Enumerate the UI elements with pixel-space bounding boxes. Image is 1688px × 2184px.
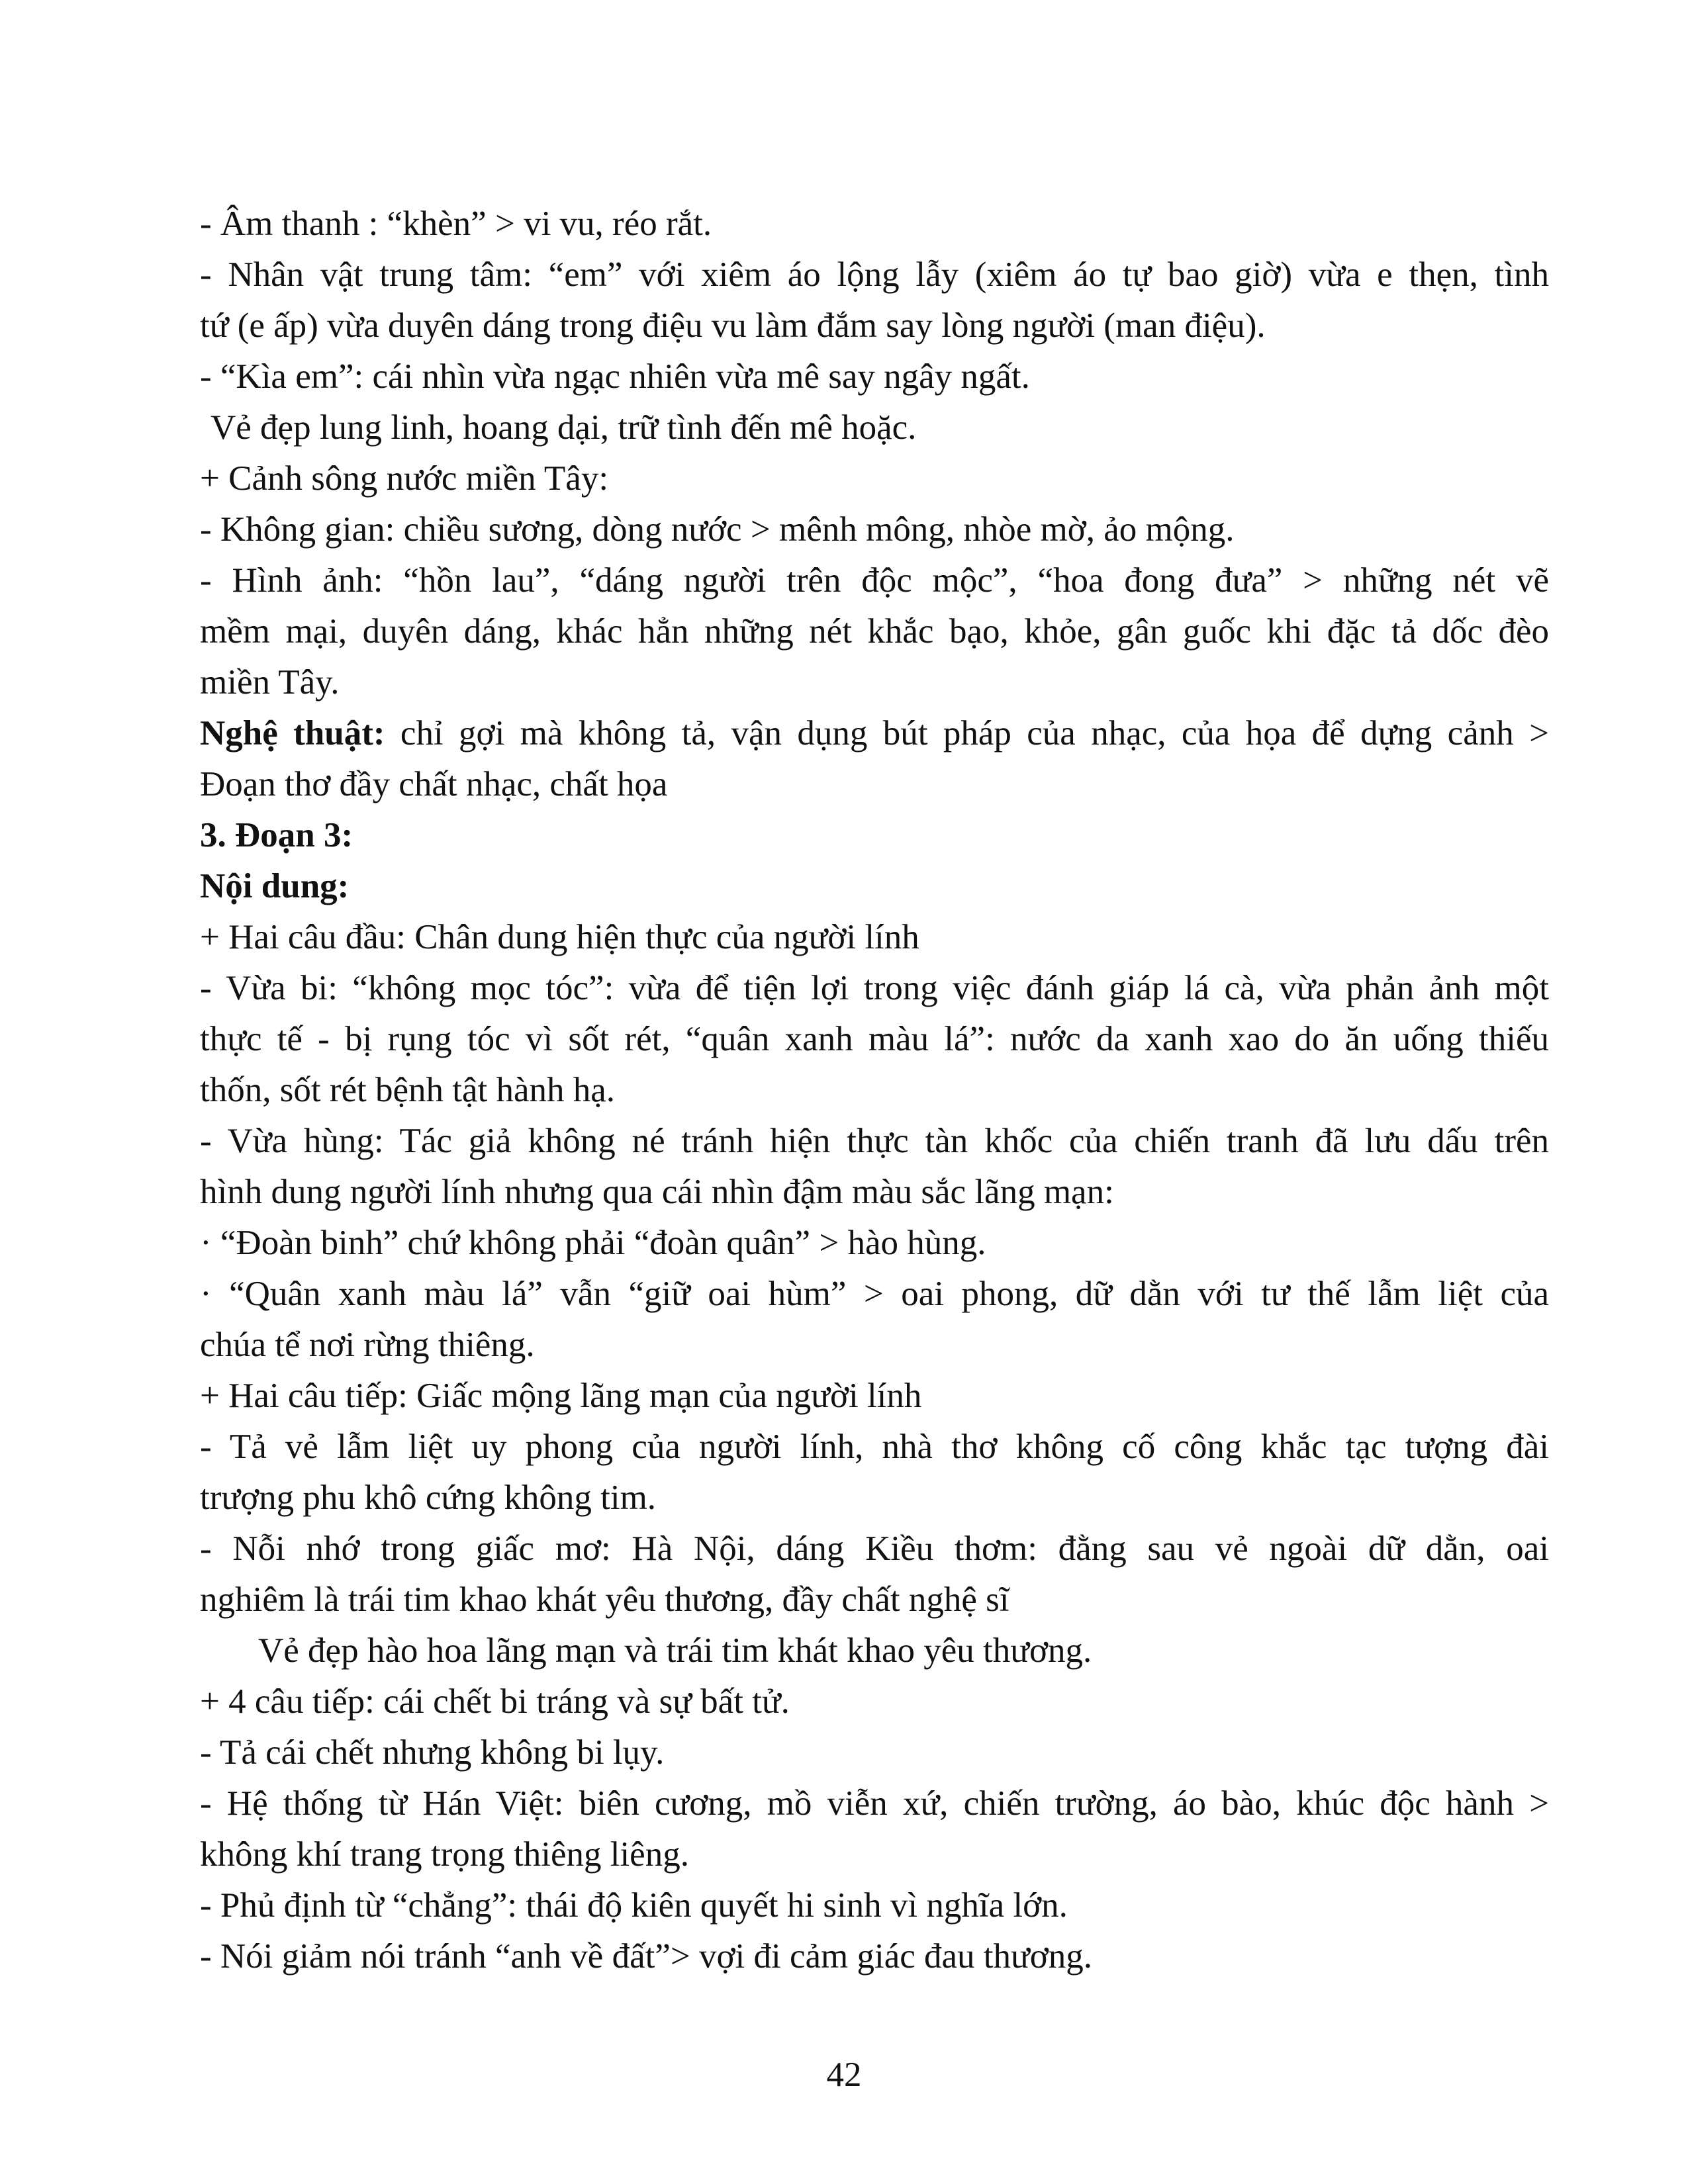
document-body (200, 199, 1549, 1982)
text-line: + Cảnh sông nước miền Tây: (200, 459, 609, 498)
art-label: Nghệ thuật: (200, 714, 385, 752)
text-line: - Không gian: chiều sương, dòng nước > mênh mông, nhòe mờ, ảo mộng. (200, 510, 1235, 549)
text-line: Đoạn thơ đầy chất nhạc, chất họa (200, 765, 668, 803)
subsection-heading: Nội dung: (200, 867, 350, 905)
text-line: mềm mại, duyên dáng, khác hẳn những nét khắc bạo, khỏe, gân guốc khi đặc tả dốc đèo (200, 612, 1549, 651)
text-line: nghiêm là trái tim khao khát yêu thương, đầy chất nghệ sĩ (200, 1580, 1009, 1619)
text-line: - Tả cái chết nhưng không bi lụy. (200, 1733, 665, 1772)
text-line: - Hình ảnh: “hồn lau”, “dáng người trên độc mộc”, “hoa đong đưa” > những nét vẽ (200, 561, 1549, 600)
text-line: hình dung người lính nhưng qua cái nhìn đậm màu sắc lãng mạn: (200, 1173, 1114, 1211)
text-line: miền Tây. (200, 663, 340, 702)
text-line: - Hệ thống từ Hán Việt: biên cương, mồ viễn xứ, chiến trường, áo bào, khúc độc hành > (200, 1784, 1549, 1823)
text-line: - Âm thanh : “khèn” > vi vu, réo rắt. (200, 205, 712, 243)
section-heading: 3. Đoạn 3: (200, 816, 353, 854)
text-line: - Vừa bi: “không mọc tóc”: vừa để tiện lợi trong việc đánh giáp lá cà, vừa phản ảnh một (200, 969, 1549, 1007)
text-line: thực tế - bị rụng tóc vì sốt rét, “quân xanh màu lá”: nước da xanh xao do ăn uống thiếu (200, 1020, 1549, 1058)
art-paragraph (200, 708, 1549, 759)
text-line: - Nhân vật trung tâm: “em” với xiêm áo lộng lẫy (xiêm áo tự bao giờ) vừa e thẹn, tình (200, 255, 1549, 294)
text-line: + Hai câu tiếp: Giấc mộng lãng mạn của người lính (200, 1377, 922, 1415)
text-line: + 4 câu tiếp: cái chết bi tráng và sự bất tử. (200, 1682, 790, 1721)
text-line: - Phủ định từ “chẳng”: thái độ kiên quyết hi sinh vì nghĩa lớn. (200, 1886, 1068, 1925)
text-line: Vẻ đẹp lung linh, hoang dại, trữ tình đến mê hoặc. (211, 408, 917, 447)
art-text: chỉ gợi mà không tả, vận dụng bút pháp của nhạc, của họa để dựng cảnh > (400, 714, 1549, 752)
text-line: · “Quân xanh màu lá” vẫn “giữ oai hùm” > oai phong, dữ dằn với tư thế lẫm liệt của (200, 1275, 1549, 1313)
text-line: chúa tể nơi rừng thiêng. (200, 1326, 535, 1364)
text-line: + Hai câu đầu: Chân dung hiện thực của người lính (200, 918, 919, 956)
text-line: trượng phu khô cứng không tim. (200, 1479, 657, 1517)
text-line: thốn, sốt rét bệnh tật hành hạ. (200, 1071, 616, 1109)
text-line: - Vừa hùng: Tác giả không né tránh hiện thực tàn khốc của chiến tranh đã lưu dấu trên (200, 1122, 1549, 1160)
text-line: tứ (e ấp) vừa duyên dáng trong điệu vu làm đắm say lòng người (man điệu). (200, 306, 1266, 345)
text-line: - Tả vẻ lẫm liệt uy phong của người lính, nhà thơ không cố công khắc tạc tượng đài (200, 1428, 1549, 1466)
text-line: · “Đoàn binh” chứ không phải “đoàn quân” > hào hùng. (200, 1224, 986, 1262)
text-line: - Nỗi nhớ trong giấc mơ: Hà Nội, dáng Kiều thơm: đằng sau vẻ ngoài dữ dằn, oai (200, 1529, 1549, 1568)
text-line: - “Kìa em”: cái nhìn vừa ngạc nhiên vừa mê say ngây ngất. (200, 357, 1030, 396)
text-line: không khí trang trọng thiêng liêng. (200, 1835, 689, 1874)
text-line: Vẻ đẹp hào hoa lãng mạn và trái tim khát khao yêu thương. (258, 1631, 1092, 1670)
text-line: - Nói giảm nói tránh “anh về đất”> vợi đi cảm giác đau thương. (200, 1937, 1093, 1976)
page-number: 42 (826, 2056, 862, 2094)
